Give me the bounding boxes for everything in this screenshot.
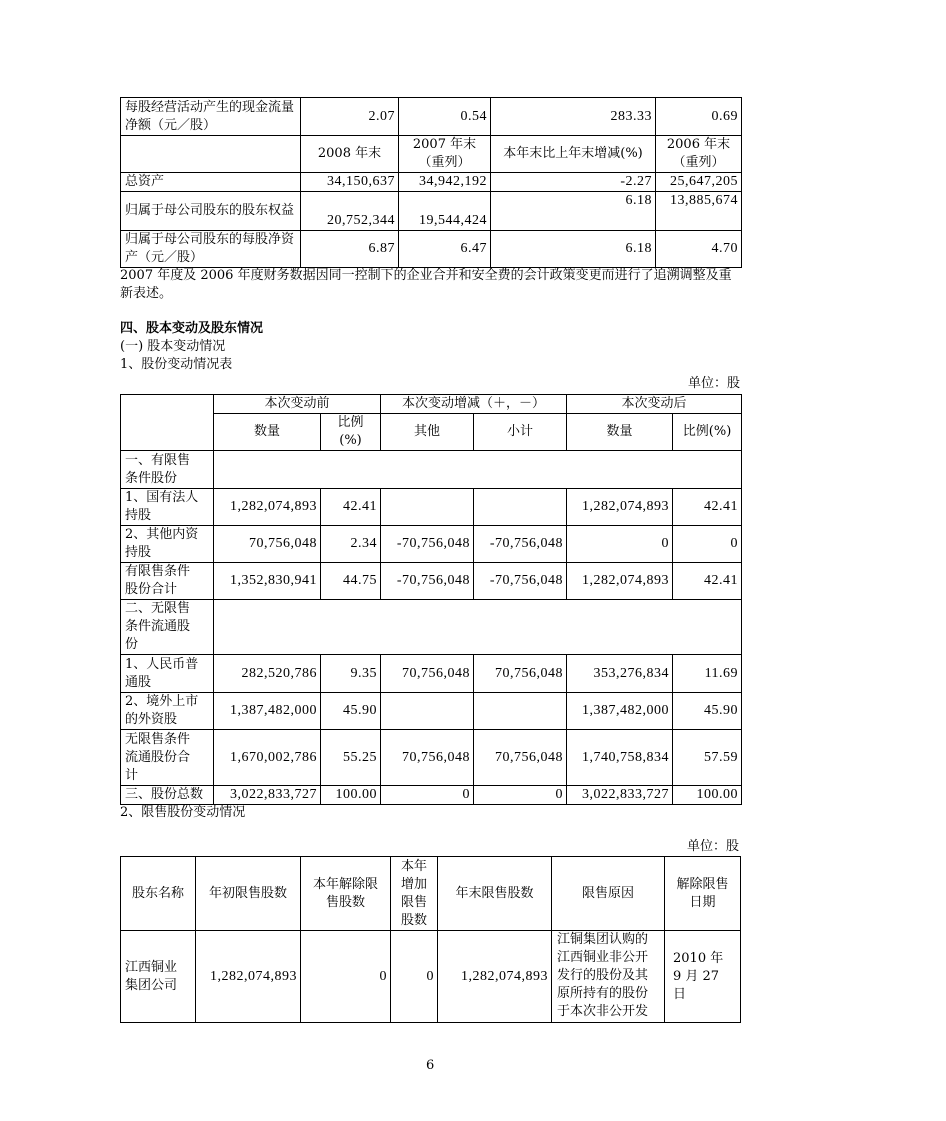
cell: 6.87	[301, 231, 399, 268]
row-label: 归属于母公司股东的每股净资产（元／股）	[121, 231, 301, 268]
cell: -70,756,048	[381, 563, 474, 600]
group-header: 本次变动增减（＋，－）	[381, 395, 567, 414]
cell: -70,756,048	[474, 563, 567, 600]
cell: 45.90	[321, 693, 381, 730]
row-label: 2、境外上市的外资股	[121, 693, 214, 730]
cell: 1,387,482,000	[214, 693, 321, 730]
cell: 0	[474, 786, 567, 805]
table-row	[121, 192, 742, 231]
cell: 353,276,834	[567, 655, 673, 693]
column-header: 小计	[474, 414, 567, 451]
restriction-reason: 江铜集团认购的江西铜业非公开发行的股份及其原所持有的股份于本次非公开发	[552, 931, 665, 1023]
column-header: 股东名称	[121, 857, 196, 931]
cell: 0	[567, 526, 673, 563]
cell: 0.69	[656, 98, 742, 136]
cell: 3,022,833,727	[567, 786, 673, 805]
item-title: 2、限售股份变动情况	[120, 805, 246, 820]
table-row	[121, 173, 742, 192]
column-header: 数量	[214, 414, 321, 451]
unit-label: 单位：股	[687, 376, 740, 391]
subsection-title: (一) 股本变动情况	[120, 339, 226, 354]
cell: 4.70	[656, 231, 742, 268]
table-row	[121, 600, 742, 655]
unit-label: 单位：股	[686, 839, 739, 854]
group-header: 本次变动前	[214, 395, 381, 414]
table-row	[121, 451, 742, 489]
cell: 2.07	[301, 98, 399, 136]
cell: 100.00	[321, 786, 381, 805]
cell: -70,756,048	[474, 526, 567, 563]
column-header: 2007 年末（重列）	[399, 136, 491, 173]
column-header: 其他	[381, 414, 474, 451]
cell: 42.41	[673, 489, 742, 526]
cell: 1,282,074,893	[214, 489, 321, 526]
column-header: 年初限售股数	[196, 857, 301, 931]
cell: 34,150,637	[301, 173, 399, 192]
cell: 1,282,074,893	[567, 489, 673, 526]
column-header: 比例(%)	[673, 414, 742, 451]
cell: 0.54	[399, 98, 491, 136]
row-label: 一、有限售条件股份	[121, 451, 214, 489]
cell: 100.00	[673, 786, 742, 805]
column-header: 数量	[567, 414, 673, 451]
column-header: 本年末比上年末增减(%)	[491, 136, 656, 173]
header-row	[121, 395, 742, 414]
cell: 34,942,192	[399, 173, 491, 192]
row-label: 无限售条件流通股份合计	[121, 730, 214, 786]
table-row	[121, 730, 742, 786]
cell: 25,647,205	[656, 173, 742, 192]
cell: 6.47	[399, 231, 491, 268]
row-label: 1、国有法人持股	[121, 489, 214, 526]
group-header: 本次变动后	[567, 395, 742, 414]
column-header: 限售原因	[552, 857, 665, 931]
row-label: 2、其他内资持股	[121, 526, 214, 563]
empty-cell	[214, 451, 742, 489]
cell: 11.69	[673, 655, 742, 693]
cell	[474, 693, 567, 730]
financial-summary-table	[120, 97, 742, 268]
table-row	[121, 931, 741, 1023]
share-change-table	[120, 394, 742, 805]
header-row	[121, 414, 742, 451]
cell: 44.75	[321, 563, 381, 600]
column-header: 本年解除限售股数	[301, 857, 391, 931]
cell: 70,756,048	[381, 730, 474, 786]
table-row	[121, 98, 742, 136]
row-label: 有限售条件股份合计	[121, 563, 214, 600]
table-row	[121, 655, 742, 693]
cell: -70,756,048	[381, 526, 474, 563]
cell: 6.18	[491, 192, 656, 231]
table-row	[121, 526, 742, 563]
cell: 19,544,424	[399, 192, 491, 231]
cell: 70,756,048	[474, 655, 567, 693]
cell: 0	[301, 931, 391, 1023]
cell: 3,022,833,727	[214, 786, 321, 805]
empty-cell	[121, 136, 301, 173]
row-label: 每股经营活动产生的现金流量净额（元／股）	[121, 98, 301, 136]
cell: 70,756,048	[214, 526, 321, 563]
restatement-note: 2007 年度及 2006 年度财务数据因同一控制下的企业合并和安全费的会计政策变更而进行了追溯调整及重新表述。	[120, 268, 732, 301]
cell	[381, 489, 474, 526]
empty-cell	[121, 395, 214, 451]
row-label: 三、股份总数	[121, 786, 214, 805]
table-row	[121, 786, 742, 805]
cell: 0	[381, 786, 474, 805]
header-row	[121, 136, 742, 173]
cell: 1,670,002,786	[214, 730, 321, 786]
cell: 0	[391, 931, 438, 1023]
header-row	[121, 857, 741, 931]
cell: 42.41	[321, 489, 381, 526]
table-row	[121, 231, 742, 268]
row-label: 归属于母公司股东的股东权益	[121, 192, 301, 231]
cell: 2.34	[321, 526, 381, 563]
cell: 70,756,048	[381, 655, 474, 693]
cell	[381, 693, 474, 730]
cell: 9.35	[321, 655, 381, 693]
restricted-shares-table	[120, 856, 741, 1023]
empty-cell	[214, 600, 742, 655]
cell: 55.25	[321, 730, 381, 786]
cell: 1,352,830,941	[214, 563, 321, 600]
row-label: 1、人民币普通股	[121, 655, 214, 693]
cell: 13,885,674	[656, 192, 742, 231]
cell: 282,520,786	[214, 655, 321, 693]
cell: 1,740,758,834	[567, 730, 673, 786]
cell: 0	[673, 526, 742, 563]
table-row	[121, 693, 742, 730]
column-header: 本年增加限售股数	[391, 857, 438, 931]
cell: 6.18	[491, 231, 656, 268]
column-header: 比例(%)	[321, 414, 381, 451]
row-label: 总资产	[121, 173, 301, 192]
cell: 1,282,074,893	[438, 931, 552, 1023]
cell: 70,756,048	[474, 730, 567, 786]
item-title: 1、股份变动情况表	[120, 357, 233, 372]
cell: 1,387,482,000	[567, 693, 673, 730]
table-row	[121, 489, 742, 526]
table-row	[121, 563, 742, 600]
cell: 20,752,344	[301, 192, 399, 231]
release-date: 2010 年 9 月 27 日	[665, 931, 741, 1023]
cell	[474, 489, 567, 526]
page-number: 6	[426, 1058, 435, 1073]
column-header: 2008 年末	[301, 136, 399, 173]
cell: -2.27	[491, 173, 656, 192]
row-label: 二、无限售条件流通股份	[121, 600, 214, 655]
shareholder-name: 江西铜业集团公司	[121, 931, 196, 1023]
cell: 1,282,074,893	[567, 563, 673, 600]
section-title: 四、股本变动及股东情况	[120, 321, 264, 336]
column-header: 解除限售日期	[665, 857, 741, 931]
cell: 283.33	[491, 98, 656, 136]
cell: 1,282,074,893	[196, 931, 301, 1023]
cell: 42.41	[673, 563, 742, 600]
cell: 57.59	[673, 730, 742, 786]
cell: 45.90	[673, 693, 742, 730]
column-header: 2006 年末（重列）	[656, 136, 742, 173]
column-header: 年末限售股数	[438, 857, 552, 931]
